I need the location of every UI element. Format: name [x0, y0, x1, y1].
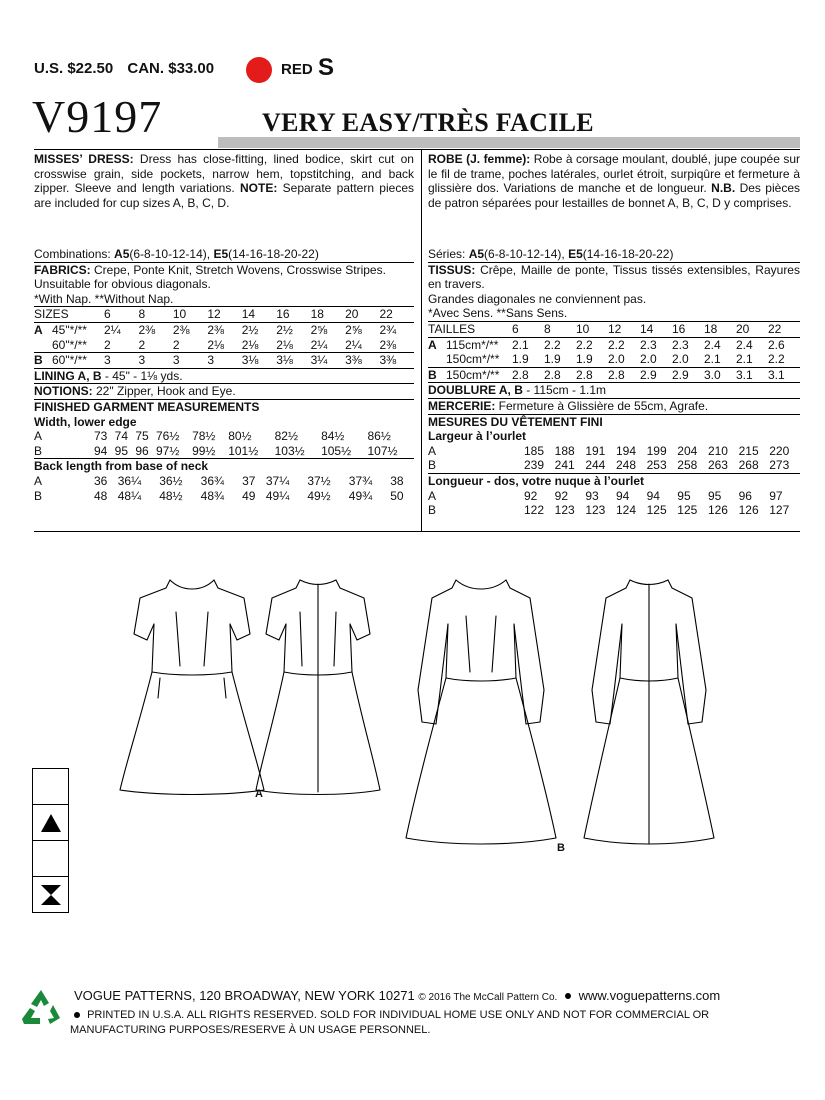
french-column: [428, 152, 800, 210]
column-divider: [421, 150, 422, 532]
header-bar: [218, 137, 800, 148]
table-row: A 115cm*/** 2.1 2.2 2.2 2.2 2.3 2.3 2.4 2.4 2.6: [428, 337, 785, 352]
empty-symbol-box: [32, 768, 69, 805]
yardage-fr: [428, 247, 800, 518]
view-b-label: B: [557, 842, 565, 854]
table-row: 150cm*/** 1.9 1.9 1.9 2.0 2.0 2.0 2.1 2.1 2.2: [428, 352, 800, 367]
description-fr: ROBE (J. femme): Robe à corsage moulant, doublé, jupe coupée sur le fil de trame, poches latérales, ourlet étroit, surpiqûre et fermeture à glissière dos. Variations de manche et de longueur. N.B. Des pièces de patron séparées pour lestailles de bonnet A, B, C, D y comprises.: [428, 152, 800, 210]
table-row: A 45"*/** 2¼ 2⅜ 2⅜ 2⅜ 2½ 2½ 2⅝ 2⅝ 2¾: [34, 322, 397, 337]
size-letter: S: [318, 54, 335, 81]
length-title-fr: Longueur - dos, votre nuque à l’ourlet: [428, 473, 645, 488]
price-line: [34, 60, 224, 77]
length-table-en: [34, 474, 414, 503]
unsuitable-en: Unsuitable for obvious diagonals.: [34, 277, 211, 292]
width-title-en: Width, lower edge: [34, 414, 137, 429]
width-title-fr: Largeur à l’ourlet: [428, 429, 527, 444]
view-b-back-illustration: [584, 580, 714, 844]
lining-en: LINING A, B - 45" - 1⅛ yds.: [34, 369, 414, 385]
finished-title-fr: MESURES DU VÊTEMENT FINI: [428, 414, 603, 429]
table-row: SIZES 6 8 10 12 14 16 18 20 22: [34, 307, 414, 323]
table-row: A 36 36¼ 36½ 36¾ 37 37¼ 37½ 37¾ 38: [34, 473, 404, 488]
table-row: TAILLES 6 8 10 12 14 16 18 20 22: [428, 321, 800, 337]
lining-fr: DOUBLURE A, B - 115cm - 1.1m: [428, 383, 800, 399]
website-link[interactable]: www.voguepatterns.com: [578, 988, 721, 1003]
english-column: [34, 152, 414, 210]
bullet-icon: [565, 993, 571, 999]
bullet-icon: [74, 1012, 80, 1018]
table-row: B 122 123 123 124 125 125 126 126 127: [428, 503, 790, 518]
yardage-en: [34, 247, 414, 503]
recycle-icon: [20, 988, 62, 1026]
pattern-number: V9197: [32, 91, 163, 142]
rights-statement: PRINTED IN U.S.A. ALL RIGHTS RESERVED. SOLD FOR INDIVIDUAL HOME USE ONLY AND NOT FOR COMMERCIAL OR MANUFACTURING PURPOSES/RESERVE À UN USAGE PERSONNEL.: [70, 1009, 710, 1036]
notions-fr: MERCERIE: Fermeture à Glissière de 55cm, Agrafe.: [428, 399, 800, 415]
view-a-back-illustration: [256, 580, 380, 795]
description-en: MISSES’ DRESS: Dress has close-fitting, lined bodice, skirt cut on crosswise grain, side pockets, narrow hem, topstitching, and back zipper. Sleeve and length variations. NOTE: Separate pattern pieces are included for cup sizes A, B, C, D.: [34, 152, 414, 210]
dress-illustrations: [0, 560, 825, 860]
triangle-icon: [32, 804, 69, 841]
combinations-en: Combinations: A5(6-8-10-12-14), E5(14-16-18-20-22): [34, 247, 319, 261]
yardage-table-en: [34, 306, 414, 368]
view-a-front-illustration: [120, 580, 264, 795]
table-row: 60"*/** 2 2 2 2⅛ 2⅛ 2⅛ 2¼ 2¼ 2⅜: [34, 338, 414, 353]
table-row: B 94 95 96 97½ 99½ 101½ 103½ 105½ 107½: [34, 444, 414, 459]
color-dot-icon: [246, 57, 272, 83]
table-row: A 185 188 191 194 199 204 210 215 220: [428, 443, 790, 458]
footer-address-line: [74, 988, 720, 1003]
length-table-fr: [428, 489, 800, 518]
empty-symbol-box: [32, 840, 69, 877]
table-row: B 48 48¼ 48½ 48¾ 49 49¼ 49½ 49¾ 50: [34, 488, 404, 503]
table-row: B 60"*/** 3 3 3 3 3⅛ 3⅛ 3¼ 3⅜ 3⅜: [34, 353, 414, 369]
combinations-fr: Séries: A5(6-8-10-12-14), E5(14-16-18-20-22): [428, 247, 674, 261]
finished-title-en: FINISHED GARMENT MEASUREMENTS: [34, 399, 260, 414]
copyright: © 2016 The McCall Pattern Co.: [418, 992, 558, 1003]
fabrics-fr: TISSUS: Crêpe, Maille de ponte, Tissus tissés extensibles, Rayures en travers.: [428, 262, 800, 292]
us-price: U.S. $22.50: [34, 60, 114, 77]
company-address: VOGUE PATTERNS, 120 BROADWAY, NEW YORK 10271: [74, 988, 415, 1003]
can-price: CAN. $33.00: [127, 60, 215, 77]
difficulty-label: VERY EASY/TRÈS FACILE: [262, 108, 594, 137]
unsuitable-fr: Grandes diagonales ne conviennent pas.: [428, 291, 647, 306]
width-table-fr: [428, 444, 800, 474]
notions-en: NOTIONS: 22" Zipper, Hook and Eye.: [34, 384, 414, 400]
color-label: RED: [281, 61, 313, 78]
table-row: A 73 74 75 76½ 78½ 80½ 82½ 84½ 86½: [34, 429, 391, 444]
tables-bottom-rule: [34, 531, 800, 532]
width-table-en: [34, 429, 414, 459]
nap-note-en: *With Nap. **Without Nap.: [34, 291, 174, 306]
view-a-label: A: [255, 788, 263, 800]
nap-note-fr: *Avec Sens. **Sans Sens.: [428, 306, 568, 321]
yardage-table-fr: [428, 321, 800, 383]
table-row: A 92 92 93 94 94 95 95 96 97: [428, 488, 783, 503]
header-rule: [34, 149, 800, 150]
hourglass-icon: [32, 876, 69, 913]
table-row: B 239 241 244 248 253 258 263 268 273: [428, 458, 800, 473]
fabrics-en: FABRICS: Crepe, Ponte Knit, Stretch Wovens, Crosswise Stripes.: [34, 262, 414, 278]
length-title-en: Back length from base of neck: [34, 459, 209, 474]
table-row: B 150cm*/** 2.8 2.8 2.8 2.8 2.9 2.9 3.0 3.1 3.1: [428, 367, 800, 383]
view-b-front-illustration: [406, 580, 556, 844]
